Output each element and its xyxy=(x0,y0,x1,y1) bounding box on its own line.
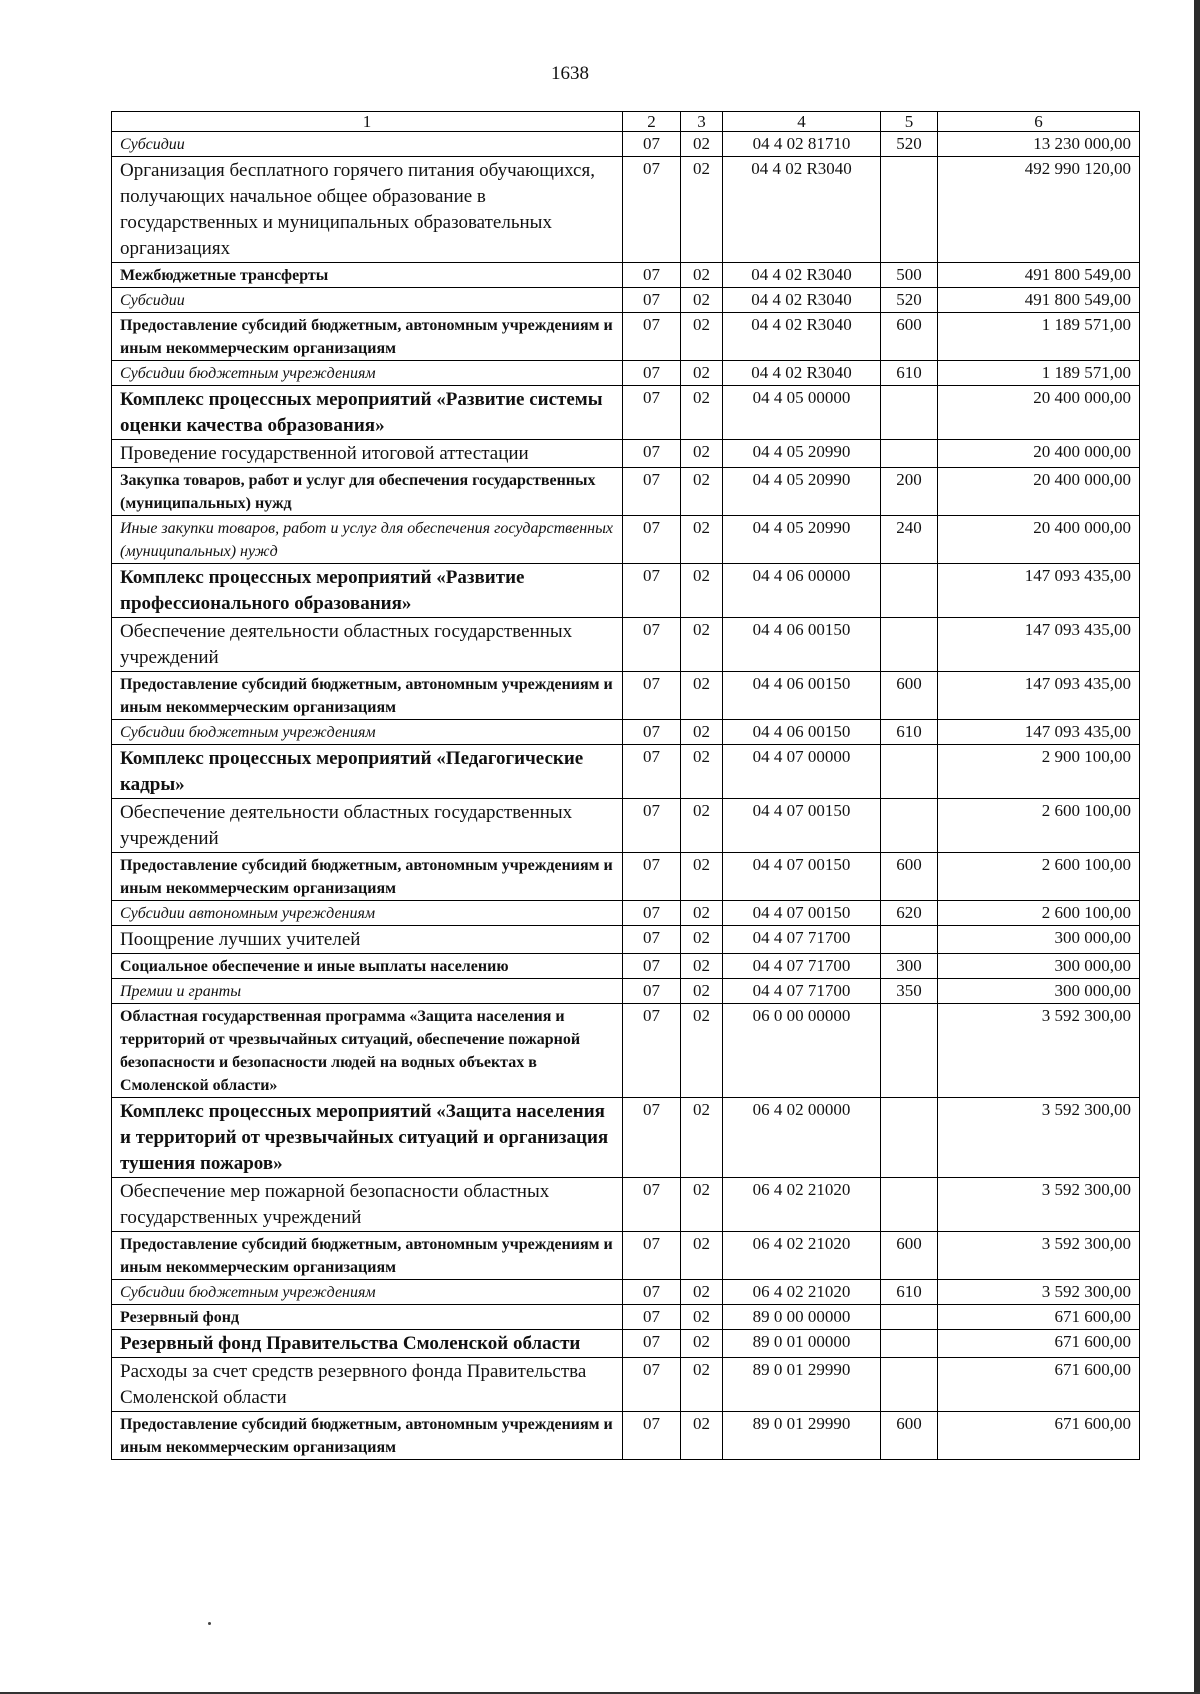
header-col-3: 3 xyxy=(681,112,723,132)
row-amount: 492 990 120,00 xyxy=(938,157,1140,263)
table-row xyxy=(112,1305,1140,1330)
row-name: Субсидии бюджетным учреждениям xyxy=(112,1280,623,1305)
row-target-code: 04 4 05 20990 xyxy=(723,468,881,516)
row-name: Иные закупки товаров, работ и услуг для обеспечения государственных (муниципальных) нужд xyxy=(112,516,623,564)
row-section: 07 xyxy=(623,1358,681,1412)
row-expense-type xyxy=(881,1098,938,1178)
row-expense-type: 600 xyxy=(881,853,938,901)
row-section: 07 xyxy=(623,618,681,672)
row-amount: 2 600 100,00 xyxy=(938,853,1140,901)
row-name: Закупка товаров, работ и услуг для обеспечения государственных (муниципальных) нужд xyxy=(112,468,623,516)
row-expense-type: 350 xyxy=(881,979,938,1004)
row-amount: 3 592 300,00 xyxy=(938,1280,1140,1305)
row-section: 07 xyxy=(623,564,681,618)
row-name: Субсидии xyxy=(112,132,623,157)
row-amount: 671 600,00 xyxy=(938,1358,1140,1412)
table-row xyxy=(112,516,1140,564)
row-expense-type xyxy=(881,618,938,672)
row-amount: 671 600,00 xyxy=(938,1412,1140,1460)
row-expense-type xyxy=(881,799,938,853)
row-subsection: 02 xyxy=(681,926,723,954)
row-amount: 300 000,00 xyxy=(938,926,1140,954)
row-section: 07 xyxy=(623,263,681,288)
row-target-code: 06 4 02 21020 xyxy=(723,1178,881,1232)
table-row xyxy=(112,979,1140,1004)
row-expense-type xyxy=(881,1358,938,1412)
row-subsection: 02 xyxy=(681,618,723,672)
row-section: 07 xyxy=(623,288,681,313)
row-amount: 2 600 100,00 xyxy=(938,799,1140,853)
header-col-5: 5 xyxy=(881,112,938,132)
row-expense-type: 610 xyxy=(881,720,938,745)
row-section: 07 xyxy=(623,745,681,799)
row-target-code: 04 4 07 71700 xyxy=(723,926,881,954)
row-section: 07 xyxy=(623,853,681,901)
row-expense-type: 520 xyxy=(881,132,938,157)
row-expense-type xyxy=(881,386,938,440)
row-section: 07 xyxy=(623,979,681,1004)
header-col-6: 6 xyxy=(938,112,1140,132)
row-amount: 1 189 571,00 xyxy=(938,361,1140,386)
row-expense-type xyxy=(881,1305,938,1330)
row-subsection: 02 xyxy=(681,313,723,361)
row-amount: 671 600,00 xyxy=(938,1305,1140,1330)
row-subsection: 02 xyxy=(681,954,723,979)
row-name: Предоставление субсидий бюджетным, автономным учреждениям и иным некоммерческим организациям xyxy=(112,313,623,361)
row-section: 07 xyxy=(623,516,681,564)
table-row xyxy=(112,361,1140,386)
table-row xyxy=(112,901,1140,926)
row-target-code: 89 0 01 00000 xyxy=(723,1330,881,1358)
row-expense-type: 600 xyxy=(881,1232,938,1280)
row-expense-type: 200 xyxy=(881,468,938,516)
row-target-code: 04 4 02 R3040 xyxy=(723,361,881,386)
row-subsection: 02 xyxy=(681,1412,723,1460)
row-name: Комплекс процессных мероприятий «Педагогические кадры» xyxy=(112,745,623,799)
row-name: Комплекс процессных мероприятий «Развитие профессионального образования» xyxy=(112,564,623,618)
row-section: 07 xyxy=(623,1178,681,1232)
scan-right-edge xyxy=(1194,0,1200,1694)
row-expense-type: 610 xyxy=(881,1280,938,1305)
row-expense-type: 610 xyxy=(881,361,938,386)
header-col-2: 2 xyxy=(623,112,681,132)
row-target-code: 04 4 07 00150 xyxy=(723,853,881,901)
row-amount: 671 600,00 xyxy=(938,1330,1140,1358)
table-row xyxy=(112,313,1140,361)
table-row xyxy=(112,618,1140,672)
row-subsection: 02 xyxy=(681,440,723,468)
table-row xyxy=(112,564,1140,618)
row-subsection: 02 xyxy=(681,1358,723,1412)
row-amount: 147 093 435,00 xyxy=(938,720,1140,745)
row-expense-type xyxy=(881,440,938,468)
row-subsection: 02 xyxy=(681,672,723,720)
row-name: Комплекс процессных мероприятий «Защита населения и территорий от чрезвычайных ситуаций и организация тушения пожаров» xyxy=(112,1098,623,1178)
row-target-code: 06 4 02 21020 xyxy=(723,1280,881,1305)
row-target-code: 06 0 00 00000 xyxy=(723,1004,881,1098)
row-subsection: 02 xyxy=(681,1004,723,1098)
table-row xyxy=(112,288,1140,313)
row-amount: 3 592 300,00 xyxy=(938,1098,1140,1178)
table-row xyxy=(112,1178,1140,1232)
row-section: 07 xyxy=(623,672,681,720)
table-row xyxy=(112,745,1140,799)
row-name: Предоставление субсидий бюджетным, автономным учреждениям и иным некоммерческим организациям xyxy=(112,1232,623,1280)
row-target-code: 04 4 05 20990 xyxy=(723,516,881,564)
row-expense-type xyxy=(881,1004,938,1098)
table-row xyxy=(112,1280,1140,1305)
table-row xyxy=(112,672,1140,720)
row-subsection: 02 xyxy=(681,157,723,263)
row-name: Обеспечение мер пожарной безопасности областных государственных учреждений xyxy=(112,1178,623,1232)
row-section: 07 xyxy=(623,386,681,440)
row-name: Субсидии xyxy=(112,288,623,313)
row-name: Обеспечение деятельности областных государственных учреждений xyxy=(112,618,623,672)
row-section: 07 xyxy=(623,799,681,853)
table-row xyxy=(112,157,1140,263)
row-section: 07 xyxy=(623,926,681,954)
row-amount: 20 400 000,00 xyxy=(938,516,1140,564)
row-name: Предоставление субсидий бюджетным, автономным учреждениям и иным некоммерческим организациям xyxy=(112,1412,623,1460)
row-amount: 3 592 300,00 xyxy=(938,1004,1140,1098)
row-subsection: 02 xyxy=(681,386,723,440)
row-subsection: 02 xyxy=(681,1305,723,1330)
row-section: 07 xyxy=(623,157,681,263)
row-subsection: 02 xyxy=(681,1330,723,1358)
row-section: 07 xyxy=(623,361,681,386)
row-section: 07 xyxy=(623,468,681,516)
row-target-code: 04 4 07 71700 xyxy=(723,954,881,979)
row-expense-type: 300 xyxy=(881,954,938,979)
row-subsection: 02 xyxy=(681,516,723,564)
row-name: Поощрение лучших учителей xyxy=(112,926,623,954)
table-row xyxy=(112,263,1140,288)
row-subsection: 02 xyxy=(681,1178,723,1232)
row-target-code: 04 4 07 00150 xyxy=(723,901,881,926)
row-expense-type xyxy=(881,1330,938,1358)
table-row xyxy=(112,468,1140,516)
row-name: Резервный фонд xyxy=(112,1305,623,1330)
row-section: 07 xyxy=(623,313,681,361)
row-target-code: 04 4 02 81710 xyxy=(723,132,881,157)
row-target-code: 89 0 01 29990 xyxy=(723,1358,881,1412)
row-name: Предоставление субсидий бюджетным, автономным учреждениям и иным некоммерческим организациям xyxy=(112,853,623,901)
row-subsection: 02 xyxy=(681,361,723,386)
row-amount: 147 093 435,00 xyxy=(938,672,1140,720)
row-expense-type xyxy=(881,745,938,799)
row-target-code: 04 4 02 R3040 xyxy=(723,313,881,361)
table-row xyxy=(112,132,1140,157)
row-name: Социальное обеспечение и иные выплаты населению xyxy=(112,954,623,979)
row-expense-type xyxy=(881,1178,938,1232)
row-subsection: 02 xyxy=(681,1280,723,1305)
table-row xyxy=(112,386,1140,440)
row-expense-type xyxy=(881,926,938,954)
row-expense-type: 520 xyxy=(881,288,938,313)
row-name: Предоставление субсидий бюджетным, автономным учреждениям и иным некоммерческим организациям xyxy=(112,672,623,720)
row-amount: 300 000,00 xyxy=(938,954,1140,979)
row-target-code: 06 4 02 00000 xyxy=(723,1098,881,1178)
header-col-4: 4 xyxy=(723,112,881,132)
row-amount: 2 900 100,00 xyxy=(938,745,1140,799)
table-row xyxy=(112,799,1140,853)
row-amount: 1 189 571,00 xyxy=(938,313,1140,361)
row-expense-type: 600 xyxy=(881,672,938,720)
row-name: Субсидии бюджетным учреждениям xyxy=(112,720,623,745)
row-target-code: 06 4 02 21020 xyxy=(723,1232,881,1280)
row-name: Межбюджетные трансферты xyxy=(112,263,623,288)
row-subsection: 02 xyxy=(681,288,723,313)
row-name: Комплекс процессных мероприятий «Развитие системы оценки качества образования» xyxy=(112,386,623,440)
row-subsection: 02 xyxy=(681,799,723,853)
row-section: 07 xyxy=(623,1232,681,1280)
row-amount: 147 093 435,00 xyxy=(938,564,1140,618)
row-section: 07 xyxy=(623,132,681,157)
row-subsection: 02 xyxy=(681,901,723,926)
table-row xyxy=(112,1330,1140,1358)
row-target-code: 04 4 02 R3040 xyxy=(723,157,881,263)
row-name: Премии и гранты xyxy=(112,979,623,1004)
row-section: 07 xyxy=(623,1098,681,1178)
row-amount: 491 800 549,00 xyxy=(938,263,1140,288)
row-name: Организация бесплатного горячего питания обучающихся, получающих начальное общее образование в государственных и муниципальных образовательных организациях xyxy=(112,157,623,263)
row-subsection: 02 xyxy=(681,720,723,745)
row-subsection: 02 xyxy=(681,132,723,157)
row-target-code: 04 4 06 00150 xyxy=(723,720,881,745)
row-expense-type: 600 xyxy=(881,1412,938,1460)
row-subsection: 02 xyxy=(681,745,723,799)
row-section: 07 xyxy=(623,901,681,926)
row-target-code: 04 4 07 00150 xyxy=(723,799,881,853)
table-row xyxy=(112,1412,1140,1460)
row-section: 07 xyxy=(623,1280,681,1305)
row-target-code: 04 4 05 20990 xyxy=(723,440,881,468)
table-row xyxy=(112,954,1140,979)
page-number: 1638 xyxy=(551,63,589,84)
table-row xyxy=(112,1232,1140,1280)
row-target-code: 89 0 00 00000 xyxy=(723,1305,881,1330)
scan-speck xyxy=(208,1622,211,1625)
row-name: Резервный фонд Правительства Смоленской области xyxy=(112,1330,623,1358)
row-name: Субсидии автономным учреждениям xyxy=(112,901,623,926)
row-target-code: 04 4 06 00000 xyxy=(723,564,881,618)
row-amount: 20 400 000,00 xyxy=(938,440,1140,468)
row-section: 07 xyxy=(623,440,681,468)
row-subsection: 02 xyxy=(681,263,723,288)
row-target-code: 89 0 01 29990 xyxy=(723,1412,881,1460)
row-amount: 3 592 300,00 xyxy=(938,1178,1140,1232)
table-row xyxy=(112,1098,1140,1178)
row-subsection: 02 xyxy=(681,1232,723,1280)
row-target-code: 04 4 07 71700 xyxy=(723,979,881,1004)
row-section: 07 xyxy=(623,1330,681,1358)
row-target-code: 04 4 06 00150 xyxy=(723,618,881,672)
row-section: 07 xyxy=(623,1305,681,1330)
row-amount: 300 000,00 xyxy=(938,979,1140,1004)
row-expense-type: 500 xyxy=(881,263,938,288)
budget-table xyxy=(111,111,1140,1460)
table-row xyxy=(112,440,1140,468)
row-name: Проведение государственной итоговой аттестации xyxy=(112,440,623,468)
row-name: Обеспечение деятельности областных государственных учреждений xyxy=(112,799,623,853)
row-name: Областная государственная программа «Защита населения и территорий от чрезвычайных ситуаций, обеспечение пожарной безопасности и безопасности людей на водных объектах в Смоленской области» xyxy=(112,1004,623,1098)
row-section: 07 xyxy=(623,1412,681,1460)
row-expense-type: 620 xyxy=(881,901,938,926)
row-expense-type: 600 xyxy=(881,313,938,361)
table-body xyxy=(112,132,1140,1460)
row-subsection: 02 xyxy=(681,979,723,1004)
row-amount: 147 093 435,00 xyxy=(938,618,1140,672)
row-amount: 2 600 100,00 xyxy=(938,901,1140,926)
table-row xyxy=(112,720,1140,745)
row-subsection: 02 xyxy=(681,468,723,516)
row-amount: 3 592 300,00 xyxy=(938,1232,1140,1280)
table-row xyxy=(112,1004,1140,1098)
row-target-code: 04 4 07 00000 xyxy=(723,745,881,799)
table-row xyxy=(112,853,1140,901)
row-subsection: 02 xyxy=(681,853,723,901)
row-subsection: 02 xyxy=(681,564,723,618)
row-target-code: 04 4 06 00150 xyxy=(723,672,881,720)
row-subsection: 02 xyxy=(681,1098,723,1178)
table-header-row xyxy=(112,112,1140,132)
row-expense-type xyxy=(881,157,938,263)
row-expense-type: 240 xyxy=(881,516,938,564)
row-amount: 13 230 000,00 xyxy=(938,132,1140,157)
row-section: 07 xyxy=(623,720,681,745)
header-col-1: 1 xyxy=(112,112,623,132)
row-name: Расходы за счет средств резервного фонда Правительства Смоленской области xyxy=(112,1358,623,1412)
row-amount: 20 400 000,00 xyxy=(938,386,1140,440)
row-section: 07 xyxy=(623,954,681,979)
row-target-code: 04 4 05 00000 xyxy=(723,386,881,440)
row-amount: 491 800 549,00 xyxy=(938,288,1140,313)
row-name: Субсидии бюджетным учреждениям xyxy=(112,361,623,386)
row-target-code: 04 4 02 R3040 xyxy=(723,263,881,288)
row-section: 07 xyxy=(623,1004,681,1098)
row-expense-type xyxy=(881,564,938,618)
row-target-code: 04 4 02 R3040 xyxy=(723,288,881,313)
table-row xyxy=(112,1358,1140,1412)
table-row xyxy=(112,926,1140,954)
row-amount: 20 400 000,00 xyxy=(938,468,1140,516)
